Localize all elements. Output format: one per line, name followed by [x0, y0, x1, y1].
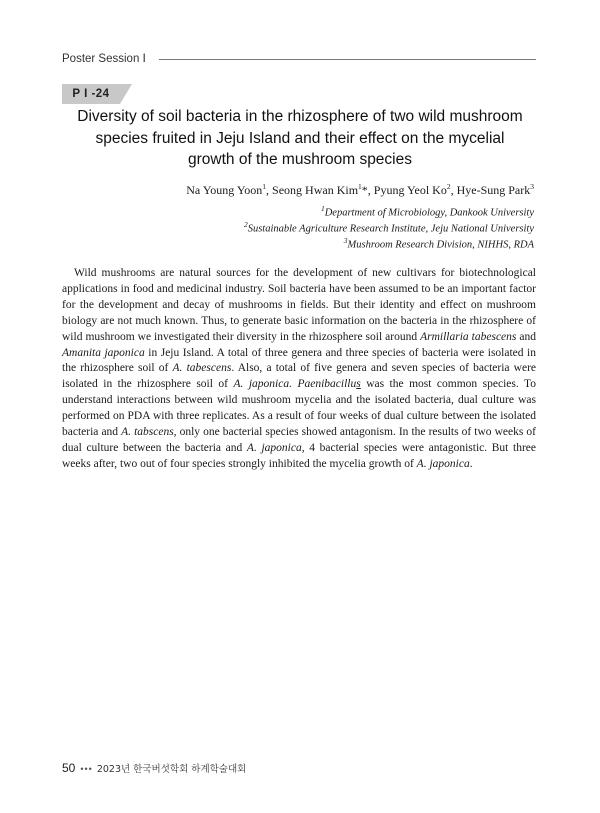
poster-id-label: P I -24 [62, 84, 120, 104]
conference-name: 2023년 한국버섯학회 하계학술대회 [96, 764, 247, 775]
affiliation-text: Mushroom Research Division, NIHHS, RDA [347, 239, 534, 251]
species-name: A. japonica [416, 457, 470, 470]
title-line-3: growth of the mushroom species [188, 151, 412, 168]
species-name: A. japonica [246, 441, 302, 454]
species-name: A. tabescens [172, 362, 232, 375]
affiliation-number: 2 [243, 220, 248, 229]
abstract-text: , only one bacterial species showed antagonism. In the results of two weeks of dual culture between the bacteria and [62, 426, 536, 454]
species-name: A. japonica. Paenibacillu [233, 378, 357, 391]
abstract-body [62, 266, 536, 473]
author-affiliation-mark: 1 [262, 182, 267, 191]
abstract-text: . [469, 457, 473, 470]
author-name: Hye-Sung Park [456, 183, 531, 197]
running-header [62, 51, 536, 67]
badge-tail-shape [120, 84, 132, 104]
affiliation-text: Sustainable Agriculture Research Institute, Jeju National University [247, 223, 534, 235]
abstract-text: was the most common species. To understand interactions between wild mushroom mycelia and the isolated bacteria, dual culture was performed on PDA with three replicates. As a result of four weeks of dual culture between the isolated bacteria and [62, 378, 536, 439]
species-name: A. tabscens [121, 426, 174, 439]
author-name: Na Young Yoon [186, 183, 263, 197]
abstract-text: Wild mushrooms are natural sources for the development of new cultivars for biotechnological applications in food and medicinal industry. Soil bacteria have been assumed to be an important factor for the development and decay of mushrooms in fields. But their identity and effect on mushroom biology are not much known. Thus, to generate basic information on the bacteria in the rhizosphere of wild mushroom we investigated their diversity in the rhizosphere soil around [62, 267, 536, 343]
header-rule [159, 59, 536, 60]
abstract-text: in Jeju Island. A total of three genera and three species of bacteria were isolated in the rhizosphere soil of [62, 346, 536, 375]
session-label: Poster Session Ⅰ [62, 53, 146, 65]
abstract-text: . Also, a total of five genera and seven species of bacteria were isolated in the rhizosphere soil of [62, 362, 537, 391]
author-list: Na Young Yoon$^1$, Seong Hwan Kim$^1$*, Pyung Yeol Ko$^2$, Hye-Sung Park$^3$ [186, 182, 534, 197]
affiliation-1 [321, 204, 534, 219]
affiliation-number: 1 [320, 204, 325, 213]
affiliation-3 [344, 236, 534, 251]
abstract-text: , 4 bacterial species were antagonistic. But three weeks after, two out of four species strongly inhibited the mycelia growth of [62, 441, 536, 470]
title-line-2: species fruited in Jeju Island and their effect on the mycelial [95, 129, 505, 147]
affiliation-number: 3 [343, 236, 348, 245]
author-affiliation-mark: 2 [446, 182, 451, 191]
corresponding-author-mark: * [361, 183, 368, 197]
species-name: Armillaria tabescens [420, 330, 517, 343]
paper-title [62, 106, 538, 171]
affiliation-text: Department of Microbiology, Dankook University [324, 207, 534, 219]
author-name: Pyung Yeol Ko [373, 183, 447, 197]
footer-dots: ••• [80, 764, 93, 774]
abstract-text: and [516, 330, 536, 343]
title-line-1: Diversity of soil bacteria in the rhizosphere of two wild mushroom [77, 108, 523, 125]
poster-id-badge [62, 84, 134, 104]
affiliation-2 [244, 220, 534, 235]
species-name-underlined: s [356, 378, 361, 391]
page-number: 50 [62, 761, 76, 775]
author-affiliation-mark: 1 [358, 182, 362, 191]
author-affiliation-mark: 3 [530, 182, 534, 191]
species-name: Amanita japonica [62, 346, 145, 359]
author-name: Seong Hwan Kim [272, 183, 359, 197]
page-footer [62, 759, 462, 775]
